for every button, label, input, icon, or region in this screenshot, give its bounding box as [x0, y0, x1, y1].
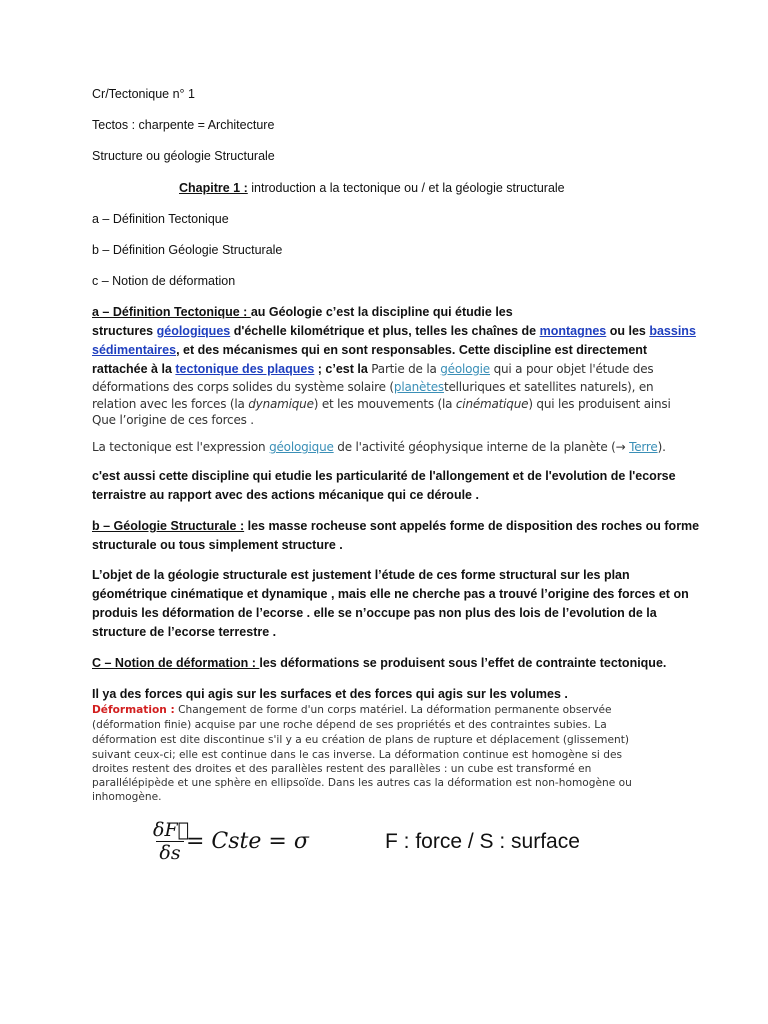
- text: les masse rocheuse sont appelés forme de disposition des roches ou forme: [244, 519, 700, 533]
- text: ; c’est la: [314, 362, 372, 376]
- section-a-line-7: Que l’origine de ces forces .: [92, 413, 254, 427]
- text: ou les: [606, 324, 650, 338]
- doc-subtitle-2: Structure ou géologie Structurale: [92, 149, 275, 163]
- chapter-title: [179, 181, 565, 195]
- link-sedimentaires[interactable]: sédimentaires: [92, 343, 177, 357]
- text: relation avec les forces (la: [92, 397, 249, 411]
- link-terre[interactable]: Terre: [629, 440, 658, 454]
- formula-rhs: = Cste = σ: [186, 829, 309, 854]
- section-b-p2-line-3: produis les déformation de l’ecorse . elle se n’occupe pas non plus des lois de l’evolution de la: [92, 606, 657, 620]
- text: les déformations se produisent sous l’effet de contrainte tectonique.: [259, 656, 667, 670]
- link-montagnes[interactable]: montagnes: [539, 324, 607, 338]
- outline-item-c: c – Notion de déformation: [92, 274, 236, 288]
- text: ) et les mouvements (la: [313, 397, 456, 411]
- text: ).: [657, 440, 666, 454]
- section-a-line-5: [92, 380, 653, 394]
- section-a-line-6: [92, 397, 671, 411]
- chapter-label: Chapitre 1 :: [179, 181, 248, 195]
- definition-line-6: parallélépipède et une sphère en ellipsoïde. Dans les autres cas la déformation est non-homogène ou: [92, 777, 632, 789]
- text: qui a pour objet l'étude des: [490, 362, 654, 376]
- section-c-line-2: Il ya des forces qui agis sur les surfaces et des forces qui agis sur les volumes .: [92, 687, 568, 701]
- definition-line-3: déformation est dite discontinue s'il y a eu création de plans de rupture et déplacement (glissement): [92, 734, 630, 746]
- text: d'échelle kilométrique et plus, telles les chaînes de: [230, 324, 540, 338]
- link-bassins[interactable]: bassins: [649, 324, 696, 338]
- definition-line-4: suivant ceux-ci; elle est continue dans le cas inverse. La déformation continue est homogène si des: [92, 749, 622, 761]
- text: structures: [92, 324, 157, 338]
- text: telluriques et satellites naturels), en: [443, 380, 654, 394]
- formula-legend: F : force / S : surface: [385, 830, 580, 853]
- outline-item-b: b – Définition Géologie Structurale: [92, 243, 283, 257]
- text: Changement de forme d'un corps matériel. La déformation permanente observée: [174, 704, 612, 716]
- link-tectonique-des-plaques[interactable]: tectonique des plaques: [175, 362, 315, 376]
- section-c-line-1: [92, 656, 666, 670]
- section-c-heading: C – Notion de déformation :: [92, 656, 260, 670]
- text: déformations des corps solides du système solaire (: [92, 380, 394, 394]
- link-geologiques[interactable]: géologiques: [156, 324, 231, 338]
- section-a-line-2: [92, 324, 696, 338]
- section-b-p2-line-1: L’objet de la géologie structurale est justement l’étude de ces forme structural sur les plan: [92, 568, 630, 582]
- section-a-line-8: [92, 440, 666, 454]
- section-a-line-3: [92, 343, 647, 357]
- definition-line-5: droites restent des droites et des parallèles restent des parallèles : un cube est transformé en: [92, 763, 592, 775]
- text: rattachée à la: [92, 362, 176, 376]
- link-planetes[interactable]: planètes: [393, 380, 444, 394]
- chapter-text: introduction a la tectonique ou / et la géologie structurale: [247, 181, 565, 195]
- formula-denominator: δs: [159, 842, 181, 864]
- text: cinématique: [455, 397, 529, 411]
- section-b-p2-line-4: structure de l’ecorse terrestre .: [92, 625, 277, 639]
- formula-fraction: [153, 819, 190, 864]
- doc-ref: Cr/Tectonique n° 1: [92, 87, 195, 101]
- section-a-line-9: c'est aussi cette discipline qui etudie les particularité de l'allongement et de l'evolution de l'ecorse: [92, 469, 676, 483]
- section-b-line-2: structurale ou tous simplement structure .: [92, 538, 343, 552]
- section-a-line-10: terraistre au rapport avec des actions mécanique qui ce déroule .: [92, 488, 479, 502]
- section-b-p2-line-2: géométrique cinématique et dynamique , mais elle ne cherche pas a trouvé l’origine des forces et on: [92, 587, 689, 601]
- section-b-line-1: [92, 519, 699, 533]
- text: ) qui les produisent ainsi: [528, 397, 671, 411]
- definition-line-2: (déformation finie) acquise par une roche dépend de ses propriétés et des contraintes subies. La: [92, 719, 607, 731]
- definition-line-1: [92, 704, 612, 716]
- text: Partie de la: [371, 362, 441, 376]
- section-a-line-1: [92, 305, 513, 319]
- doc-subtitle: Tectos : charpente = Architecture: [92, 118, 275, 132]
- outline-item-a: a – Définition Tectonique: [92, 212, 229, 226]
- text: dynamique: [248, 397, 314, 411]
- link-geologie[interactable]: géologie: [440, 362, 490, 376]
- text: La tectonique est l'expression: [92, 440, 270, 454]
- section-a-heading: a – Définition Tectonique :: [92, 305, 251, 319]
- definition-line-7: inhomogène.: [92, 791, 162, 803]
- text: , et des mécanismes qui en sont responsables. Cette discipline est directement: [176, 343, 648, 357]
- text: au Géologie c’est la discipline qui étudie les: [250, 305, 513, 319]
- link-geologique[interactable]: géologique: [269, 440, 334, 454]
- text: de l'activité géophysique interne de la planète (→: [333, 440, 630, 454]
- section-b-heading: b – Géologie Structurale :: [92, 519, 245, 533]
- definition-label: Déformation :: [92, 704, 175, 716]
- formula-numerator: δF⃗: [153, 819, 190, 841]
- section-a-line-4: [92, 362, 653, 376]
